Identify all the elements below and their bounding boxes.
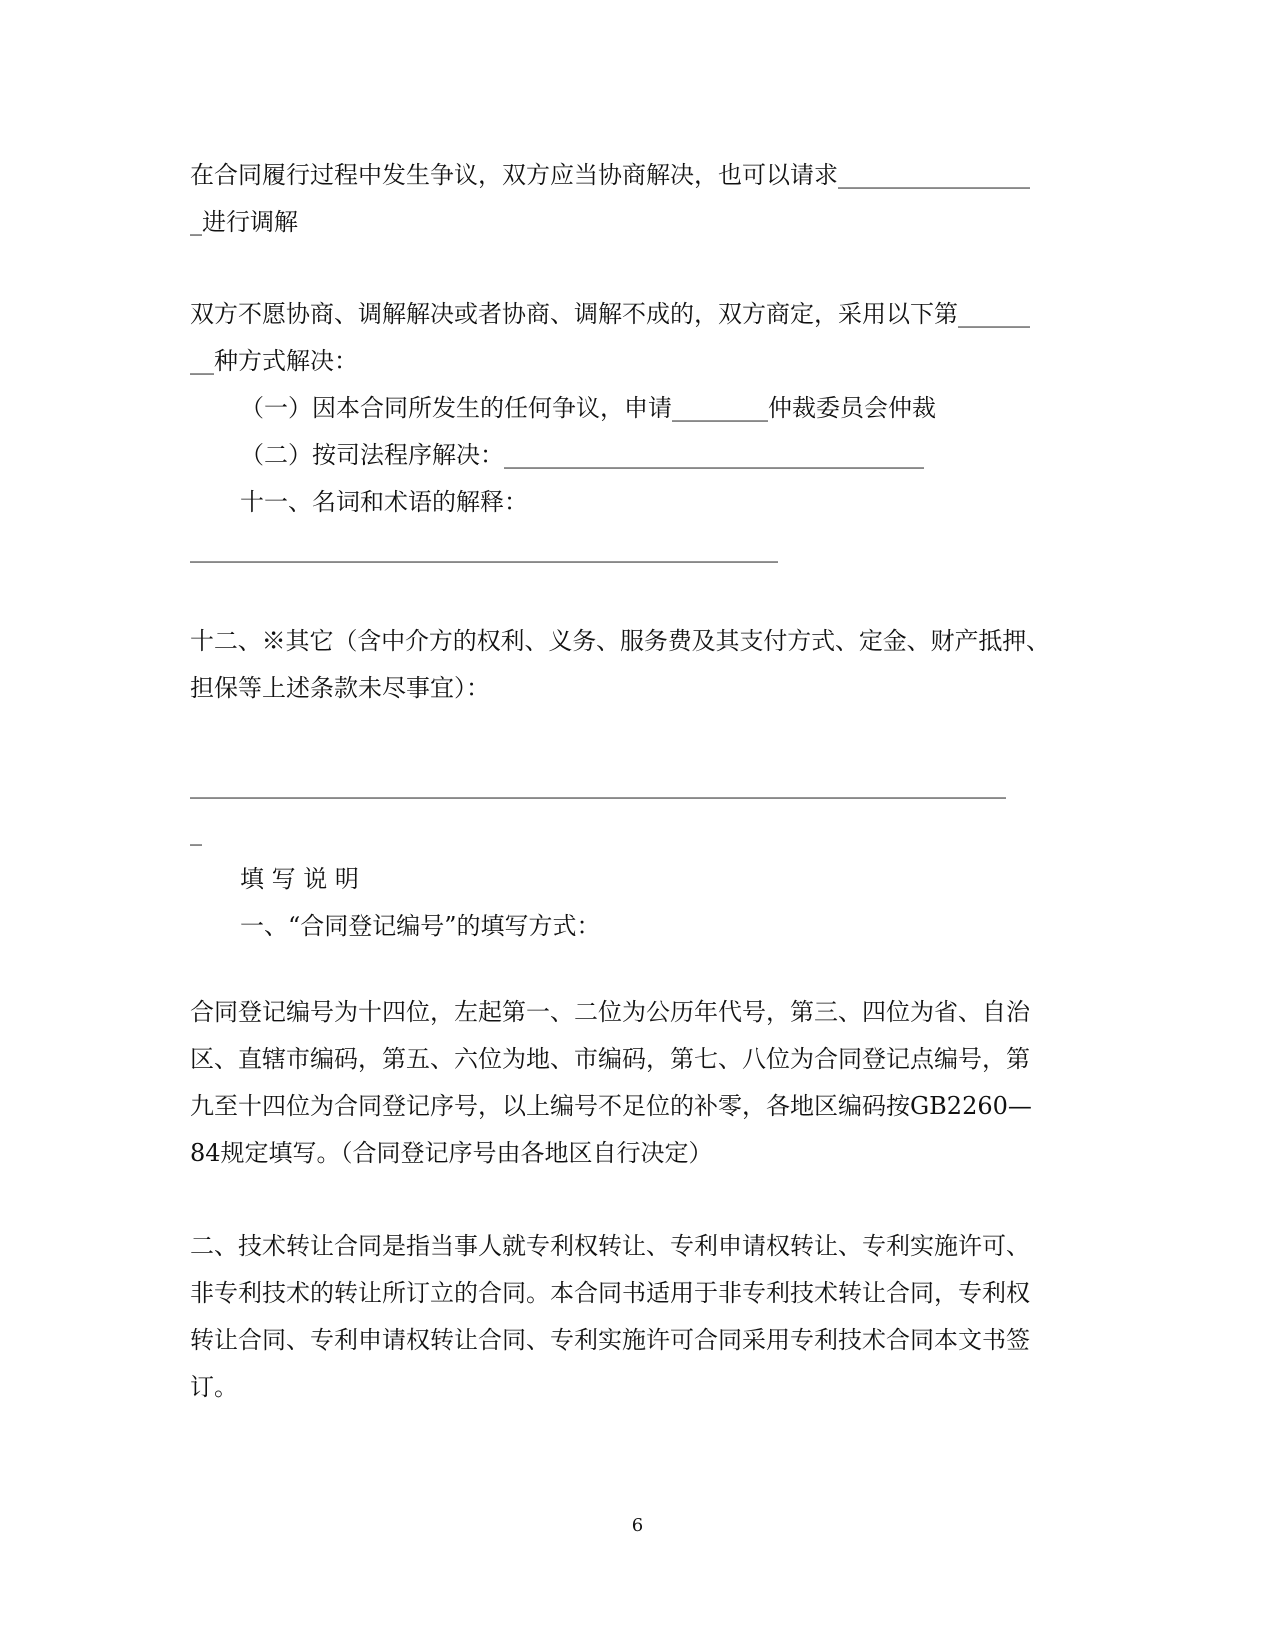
section-heading-11: 十一、名词和术语的解释：	[240, 488, 528, 516]
text-line-10: 担保等上述条款未尽事宜）：	[190, 674, 490, 702]
instructions-title: 填 写 说 明	[240, 865, 359, 893]
text-line-20: 非专利技术的转让所订立的合同。本合同书适用于非专利技术转让合同，专利权	[190, 1279, 1030, 1307]
page-number: 6	[631, 1515, 644, 1536]
text-line-3: 双方不愿协商、调解解决或者协商、调解不成的，双方商定，采用以下第______	[190, 300, 1030, 328]
text-line-1: 在合同履行过程中发生争议，双方应当协商解决，也可以请求________________	[190, 161, 1030, 189]
text-line-16: 区、直辖市编码，第五、六位为地、市编码，第七、八位为合同登记点编号，第	[190, 1045, 1030, 1073]
text-line-12: _	[190, 818, 202, 846]
text-line-8: _________________________________________________	[190, 535, 778, 563]
text-line-11: ____________________________________________________________________	[190, 771, 1006, 799]
section-heading-12: 十二、※其它（含中介方的权利、义务、服务费及其支付方式、定金、财产抵押、	[190, 627, 1050, 655]
instructions-item-1-heading: 一、“合同登记编号”的填写方式：	[240, 912, 601, 940]
text-line-2: _进行调解	[190, 208, 298, 236]
text-line-4: __种方式解决：	[190, 347, 358, 375]
instructions-item-2: 二、技术转让合同是指当事人就专利权转让、专利申请权转让、专利实施许可、	[190, 1232, 1030, 1260]
text-line-18: 84规定填写。（合同登记序号由各地区自行决定）	[190, 1139, 713, 1167]
text-line-5: （一）因本合同所发生的任何争议，申请________仲裁委员会仲裁	[240, 394, 936, 422]
text-line-21: 转让合同、专利申请权转让合同、专利实施许可合同采用专利技术合同本文书签	[190, 1326, 1030, 1354]
text-line-22: 订。	[190, 1373, 238, 1401]
text-line-6: （二）按司法程序解决：___________________________________	[240, 441, 924, 469]
text-line-15: 合同登记编号为十四位，左起第一、二位为公历年代号，第三、四位为省、自治	[190, 998, 1030, 1026]
text-line-17: 九至十四位为合同登记序号，以上编号不足位的补零，各地区编码按GB2260—	[190, 1092, 1032, 1120]
